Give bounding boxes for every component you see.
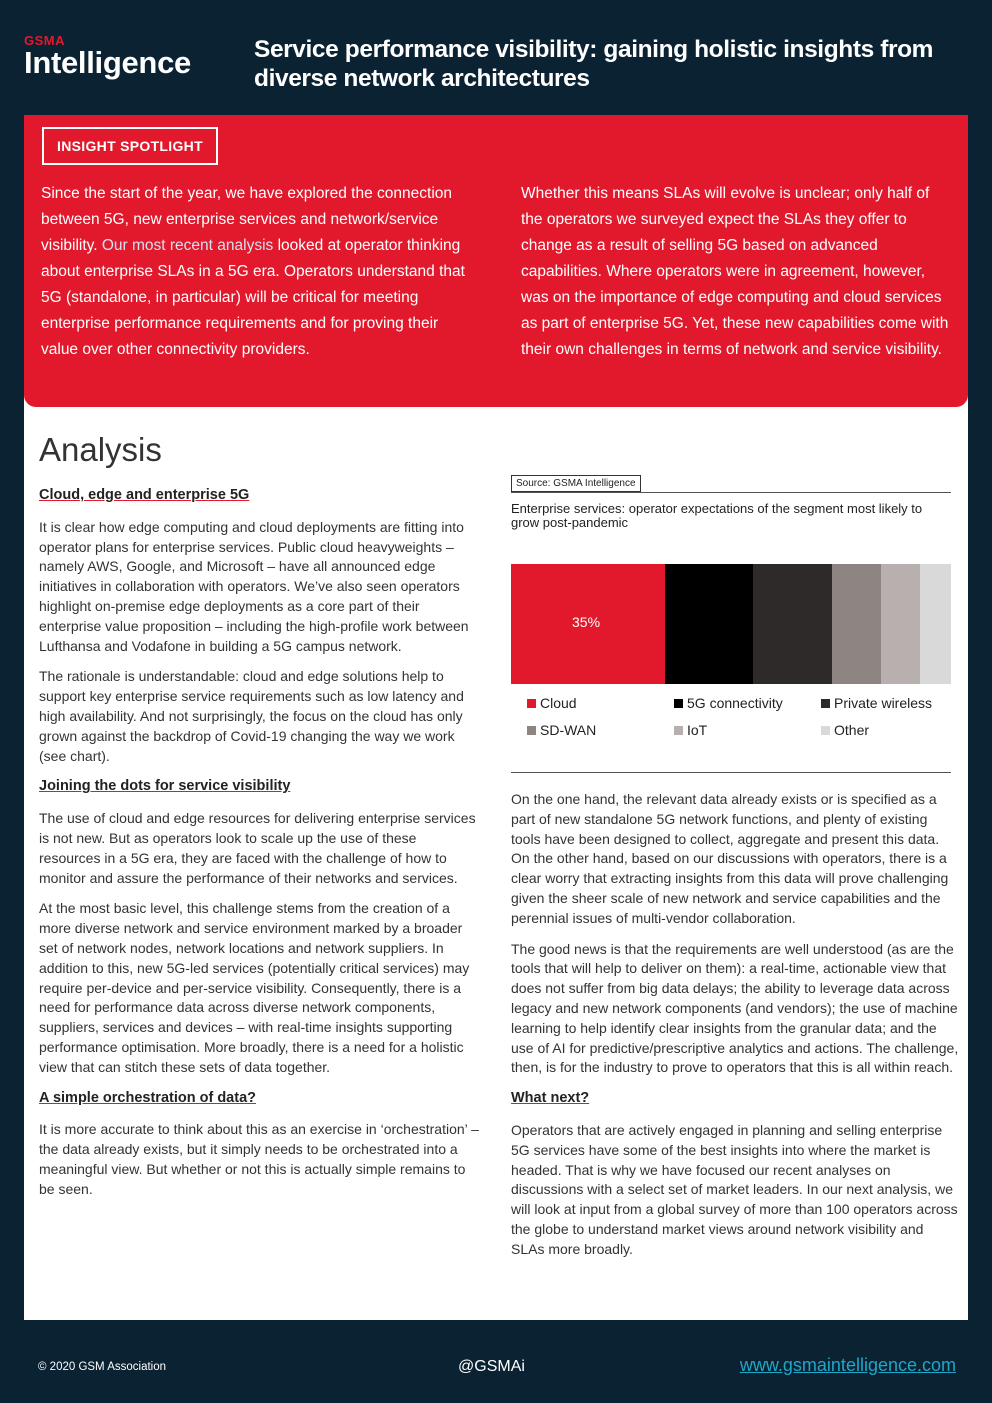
spotlight-left-text — [41, 181, 471, 363]
legend-label: SD-WAN — [540, 722, 597, 738]
twitter-handle[interactable]: @GSMAi — [458, 1358, 525, 1375]
stacked-bar — [511, 564, 951, 684]
chart-source: Source: GSMA Intelligence — [511, 475, 641, 492]
paragraph: It is more accurate to think about this as an exercise in ‘orchestration’ – the data already exists, but it simply needs to be orchestrated into a meaningful view. But whether or not this is actually simple remains to be seen. — [39, 1121, 479, 1197]
paragraph: The good news is that the requirements are well understood (as are the tools that will help to deliver on them): a real-time, actionable view that does not suffer from big data delays; the ability to leverage data across legacy and new network components (and vendors); the use of machine learning to help identify clear insights from the granular data; and the use of AI for predictive/prescriptive analytics and actions. The challenge, then, is for the industry to prove to operators that this is all within reach. — [511, 940, 959, 1076]
bar-segment-private-wireless — [753, 564, 833, 684]
chart-bottom-rule — [511, 772, 951, 773]
legend-label: Other — [834, 722, 870, 738]
enterprise-services-chart — [511, 475, 951, 773]
legend-label: Cloud — [540, 695, 577, 711]
chart-title: Enterprise services: operator expectations of the segment most likely to grow post-pandemic — [511, 501, 923, 530]
legend-label: IoT — [687, 722, 708, 738]
legend-swatch — [674, 699, 683, 708]
page-title: Service performance visibility: gaining holistic insights from diverse network architectures — [254, 36, 934, 92]
legend-entry — [674, 722, 707, 738]
section-heading-joining-dots: Joining the dots for service visibility — [39, 778, 291, 795]
paragraph: It is clear how edge computing and cloud deployments are fitting into operator plans for enterprise services. Public cloud heavyweights – namely AWS, Google, and Microsoft – have all announced edge initiatives in collaboration with operators. We’ve also seen operators highlight on-premise edge deployments as a core part of their enterprise value proposition – including the high-profile work between Lufthansa and Vodafone in building a 5G campus network. — [39, 518, 469, 654]
legend-swatch — [527, 726, 536, 735]
analysis-heading: Analysis — [39, 431, 162, 468]
analysis-left-column — [39, 486, 479, 1211]
section-heading-orchestration: A simple orchestration of data? — [39, 1089, 256, 1106]
bar-segment-other — [920, 564, 951, 684]
website-link[interactable]: www.gsmaintelligence.com — [739, 1355, 956, 1375]
bar-segment-iot — [881, 564, 921, 684]
bar-segment-sd-wan — [832, 564, 881, 684]
legend-swatch — [821, 699, 830, 708]
legend-entry — [821, 695, 932, 711]
page-body — [24, 115, 968, 1320]
spotlight-right-text: Whether this means SLAs will evolve is unclear; only half of the operators we surveyed expect the SLAs they offer to change as a result of selling 5G based on advanced capabilities. Where operators were in agreement, however, was on the importance of edge computing and cloud services as part of enterprise 5G. Yet, these new capabilities come with their own challenges in terms of network and service visibility. — [521, 185, 949, 358]
legend-label: 5G connectivity — [687, 695, 783, 711]
paragraph: The use of cloud and edge resources for delivering enterprise services is not new. But as operators look to scale up the use of these resources in a 5G era, they are faced with the challenge of how to monitor and assure the performance of their networks and services. — [39, 810, 476, 886]
bar-data-label: 35% — [572, 614, 601, 630]
logo-intelligence-text: Intelligence — [24, 45, 191, 80]
gsma-intelligence-logo — [24, 34, 191, 79]
copyright-text: © 2020 GSM Association — [38, 1361, 167, 1373]
legend-entry — [527, 695, 577, 711]
paragraph: At the most basic level, this challenge stems from the creation of a more diverse network and service environment marked by a broader set of network nodes, network locations and network suppliers. In addition to this, new 5G-led services (potentially critical services) may require per-device and per-service visibility. Consequently, there is a need for performance data across diverse network components, suppliers, services and devices – with real-time insights supporting performance optimisation. More broadly, there is a need for a holistic view that can stitch these sets of data together. — [39, 900, 470, 1075]
spotlight-left-post: looked at operator thinking about enterprise SLAs in a 5G era. Operators understand that 5G (standalone, in particular) will be critical for meeting enterprise performance requirements and for proving their value over other connectivity providers. — [41, 237, 465, 358]
page-footer — [0, 1330, 992, 1403]
legend-entry — [527, 722, 596, 738]
paragraph: Operators that are actively engaged in planning and selling enterprise 5G services have some of the best insights into where the market is headed. That is why we have focused our recent analyses on discussions with a select set of market leaders. In our next analysis, we will look at input from a global survey of more than 100 operators across the globe to understand market views around network visibility and SLAs more broadly. — [511, 1121, 958, 1257]
legend-swatch — [674, 726, 683, 735]
legend-swatch — [821, 726, 830, 735]
analysis-right-column — [511, 790, 959, 1271]
bar-segment-5g-connectivity — [665, 564, 754, 684]
paragraph: On the one hand, the relevant data already exists or is specified as a part of new standalone 5G network functions, and plenty of existing tools have been designed to collect, aggregate and present this data. On the other hand, based on our discussions with operators, there is a clear worry that extracting insights from this data will prove challenging given the sheer scale of new network and service capabilities and the perennial issues of multi-vendor collaboration. — [511, 791, 949, 926]
section-heading-cloud-edge: Cloud, edge and enterprise 5G — [39, 487, 250, 503]
insight-spotlight-badge: INSIGHT SPOTLIGHT — [42, 127, 218, 165]
spotlight-left-pre: Since the start of the year, we have explored the connection between 5G, new enterprise services and network/service visibility. — [41, 185, 453, 254]
insight-spotlight-panel — [24, 115, 968, 407]
page-header — [0, 0, 992, 115]
paragraph: The rationale is understandable: cloud and edge solutions help to support key enterprise service requirements such as low latency and high availability. And not surprisingly, the focus on the cloud has only grown against the backdrop of Covid-19 changing the way we work (see chart). — [39, 668, 464, 764]
logo-gsma-text: GSMA — [24, 33, 65, 48]
chart-top-rule — [511, 492, 951, 493]
legend-entry — [821, 722, 869, 738]
legend-swatch — [527, 699, 536, 708]
legend-label: Private wireless — [834, 695, 933, 711]
section-heading-what-next: What next? — [511, 1090, 590, 1107]
recent-analysis-link[interactable]: Our most recent analysis — [101, 237, 274, 254]
legend-entry — [674, 695, 783, 711]
